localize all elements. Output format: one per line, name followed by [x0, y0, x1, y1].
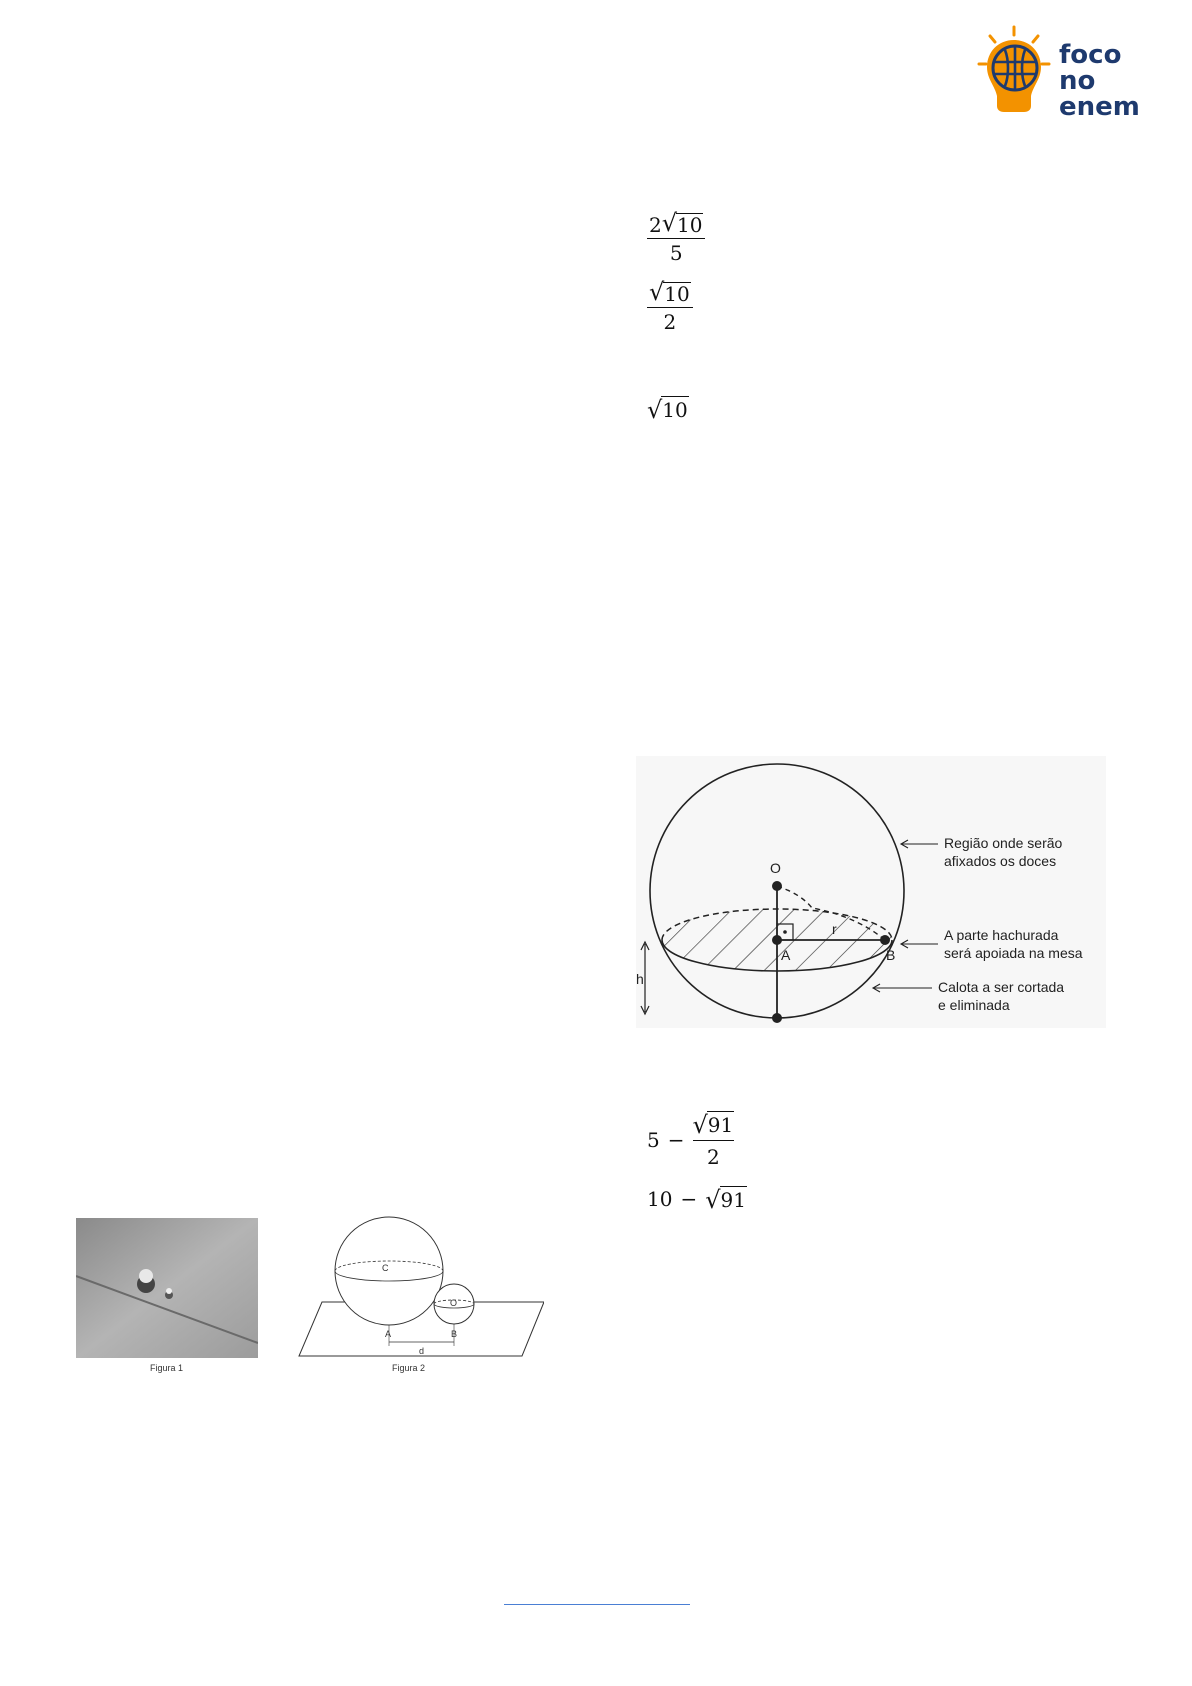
fig2-label-o: O — [450, 1298, 458, 1308]
option-e-radicand: 91 — [720, 1188, 746, 1212]
label-a: A — [781, 947, 791, 963]
label-hatch-line1: A parte hachurada — [944, 927, 1059, 943]
logo — [975, 24, 1175, 122]
option-d-den: 2 — [707, 1145, 720, 1169]
point-o — [772, 881, 782, 891]
label-h: h — [636, 971, 644, 987]
point-a — [772, 935, 782, 945]
point-bottom — [772, 1013, 782, 1023]
figure-2-caption: Figura 2 — [392, 1363, 426, 1373]
label-cap-line2: e eliminada — [938, 997, 1010, 1013]
sqrt-symbol: √ 10 — [661, 209, 703, 238]
sqrt-symbol: √ 91 — [692, 1111, 734, 1140]
logo-text-line1: foco — [1059, 40, 1122, 70]
fig2-label-b: B — [451, 1329, 458, 1339]
figure-1-photo — [76, 1218, 258, 1358]
option-e-lead: 10 — [647, 1187, 673, 1211]
point-b — [880, 935, 890, 945]
sphere-cap-diagram — [636, 756, 1106, 1028]
label-region-line2: afixados os doces — [944, 853, 1057, 869]
footer-link-underline[interactable] — [504, 1604, 690, 1605]
option-10-minus-sqrt91 — [647, 1186, 747, 1215]
sqrt-symbol: √ 10 — [647, 396, 688, 425]
label-hatch-line2: será apoiada na mesa — [944, 945, 1083, 961]
option-a-coef: 2 — [649, 213, 662, 237]
option-d-op: − — [667, 1128, 685, 1152]
logo-bulb-icon — [975, 24, 1053, 114]
option-e-op: − — [680, 1187, 698, 1211]
figure-1-caption: Figura 1 — [150, 1363, 184, 1373]
option-d-lead: 5 — [647, 1128, 660, 1152]
option-sqrt10 — [647, 396, 689, 425]
figure-2-spheres — [294, 1216, 544, 1364]
option-2sqrt10-over-5 — [647, 209, 705, 265]
label-r: r — [832, 921, 837, 937]
label-cap-line1: Calota a ser cortada — [938, 979, 1065, 995]
sqrt-symbol: √ 10 — [649, 278, 690, 307]
fig2-label-c: C — [382, 1263, 389, 1273]
fig2-label-a: A — [385, 1329, 392, 1339]
option-sqrt10-over-2 — [647, 278, 693, 334]
option-b-den: 2 — [663, 310, 677, 334]
option-a-radicand: 10 — [677, 213, 703, 237]
option-b-radicand: 10 — [664, 282, 690, 306]
fig2-label-d: d — [419, 1346, 425, 1356]
sqrt-symbol: √ 91 — [705, 1186, 746, 1215]
logo-text-line2: no enem — [1059, 66, 1140, 122]
label-o: O — [770, 860, 781, 876]
option-c-radicand: 10 — [662, 398, 688, 422]
option-a-den: 5 — [669, 241, 683, 265]
label-b: B — [886, 947, 896, 963]
option-5-minus-sqrt91-over-2 — [647, 1111, 734, 1169]
label-region-line1: Região onde serão — [944, 835, 1063, 851]
option-d-radicand: 91 — [707, 1113, 734, 1137]
